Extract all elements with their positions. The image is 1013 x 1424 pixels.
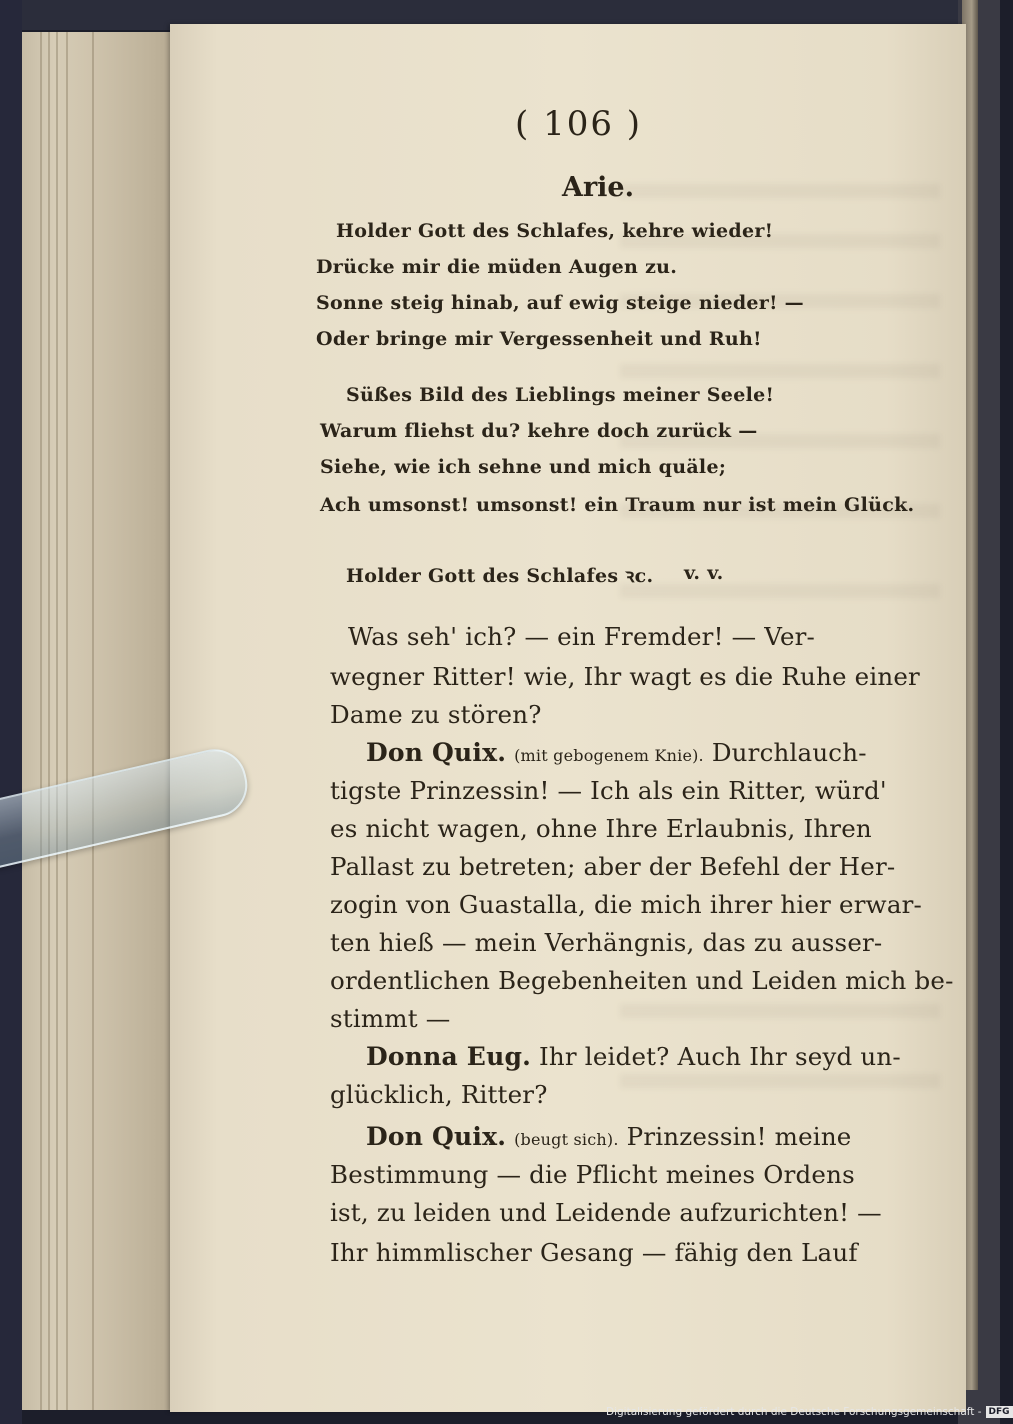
verse-line: Warum fliehst du? kehre doch zurück —	[320, 420, 758, 442]
refrain-line: Holder Gott des Schlafes ꝛc.	[346, 565, 654, 587]
digitization-credit	[606, 1403, 1013, 1421]
verse-line: Siehe, wie ich sehne und mich quäle;	[320, 456, 727, 478]
stage-direction: (beugt sich).	[514, 1130, 619, 1149]
speech-first-line	[366, 738, 867, 767]
speech-line: glücklich, Ritter?	[330, 1080, 548, 1109]
speech-line: Bestimmung — die Pflicht meines Ordens	[330, 1160, 855, 1189]
verse-line: Ach umsonst! umsonst! ein Traum nur ist mein Glück.	[320, 494, 915, 516]
speech-text: Ihr leidet? Auch Ihr seyd un-	[539, 1042, 901, 1071]
page-text	[170, 24, 966, 1412]
book-back-pages	[22, 32, 182, 1410]
speech-line: ordentlichen Begebenheiten und Leiden mich be-	[330, 966, 954, 995]
speech-first-line	[366, 1122, 852, 1151]
verse-line: Oder bringe mir Vergessenheit und Ruh!	[316, 328, 762, 350]
speech-line: es nicht wagen, ohne Ihre Erlaubnis, Ihren	[330, 814, 872, 843]
refrain-mark: v. v.	[684, 562, 724, 584]
speech-first-line	[366, 1042, 901, 1071]
dfg-logo: DFG	[986, 1406, 1013, 1418]
speech-line: Ihr himmlischer Gesang — fähig den Lauf	[330, 1238, 858, 1267]
speech-line: Pallast zu betreten; aber der Befehl der Her-	[330, 852, 896, 881]
prose-line: Was seh' ich? — ein Fremder! — Ver-	[348, 622, 816, 651]
speech-line: ten hieß — mein Verhängnis, das zu ausser-	[330, 928, 883, 957]
credit-text: Digitalisierung gefördert durch die Deutsche Forschungsgemeinschaft -	[606, 1406, 982, 1418]
page-number-header: ( 106 )	[515, 104, 643, 144]
verse-line: Süßes Bild des Lieblings meiner Seele!	[346, 384, 775, 406]
speaker-name: Donna Eug.	[366, 1042, 532, 1071]
speech-text: Durchlauch-	[711, 738, 867, 767]
book-page	[170, 24, 966, 1412]
speech-text: Prinzessin! meine	[626, 1122, 852, 1151]
stage-direction: (mit gebogenem Knie).	[514, 746, 704, 765]
speech-line: ist, zu leiden und Leidende aufzurichten! —	[330, 1198, 882, 1227]
verse-line: Drücke mir die müden Augen zu.	[316, 256, 678, 278]
speaker-name: Don Quix.	[366, 1122, 507, 1151]
speech-line: tigste Prinzessin! — Ich als ein Ritter, würd'	[330, 776, 887, 805]
aria-title: Arie.	[562, 172, 635, 203]
speech-line: zogin von Guastalla, die mich ihrer hier erwar-	[330, 890, 923, 919]
scan-background-left	[0, 0, 22, 1424]
prose-line: Dame zu stören?	[330, 700, 542, 729]
verse-line: Sonne steig hinab, auf ewig steige nieder! —	[316, 292, 804, 314]
prose-line: wegner Ritter! wie, Ihr wagt es die Ruhe einer	[330, 662, 920, 691]
speaker-name: Don Quix.	[366, 738, 507, 767]
verse-line: Holder Gott des Schlafes, kehre wieder!	[336, 220, 774, 242]
speech-line: stimmt —	[330, 1004, 451, 1033]
